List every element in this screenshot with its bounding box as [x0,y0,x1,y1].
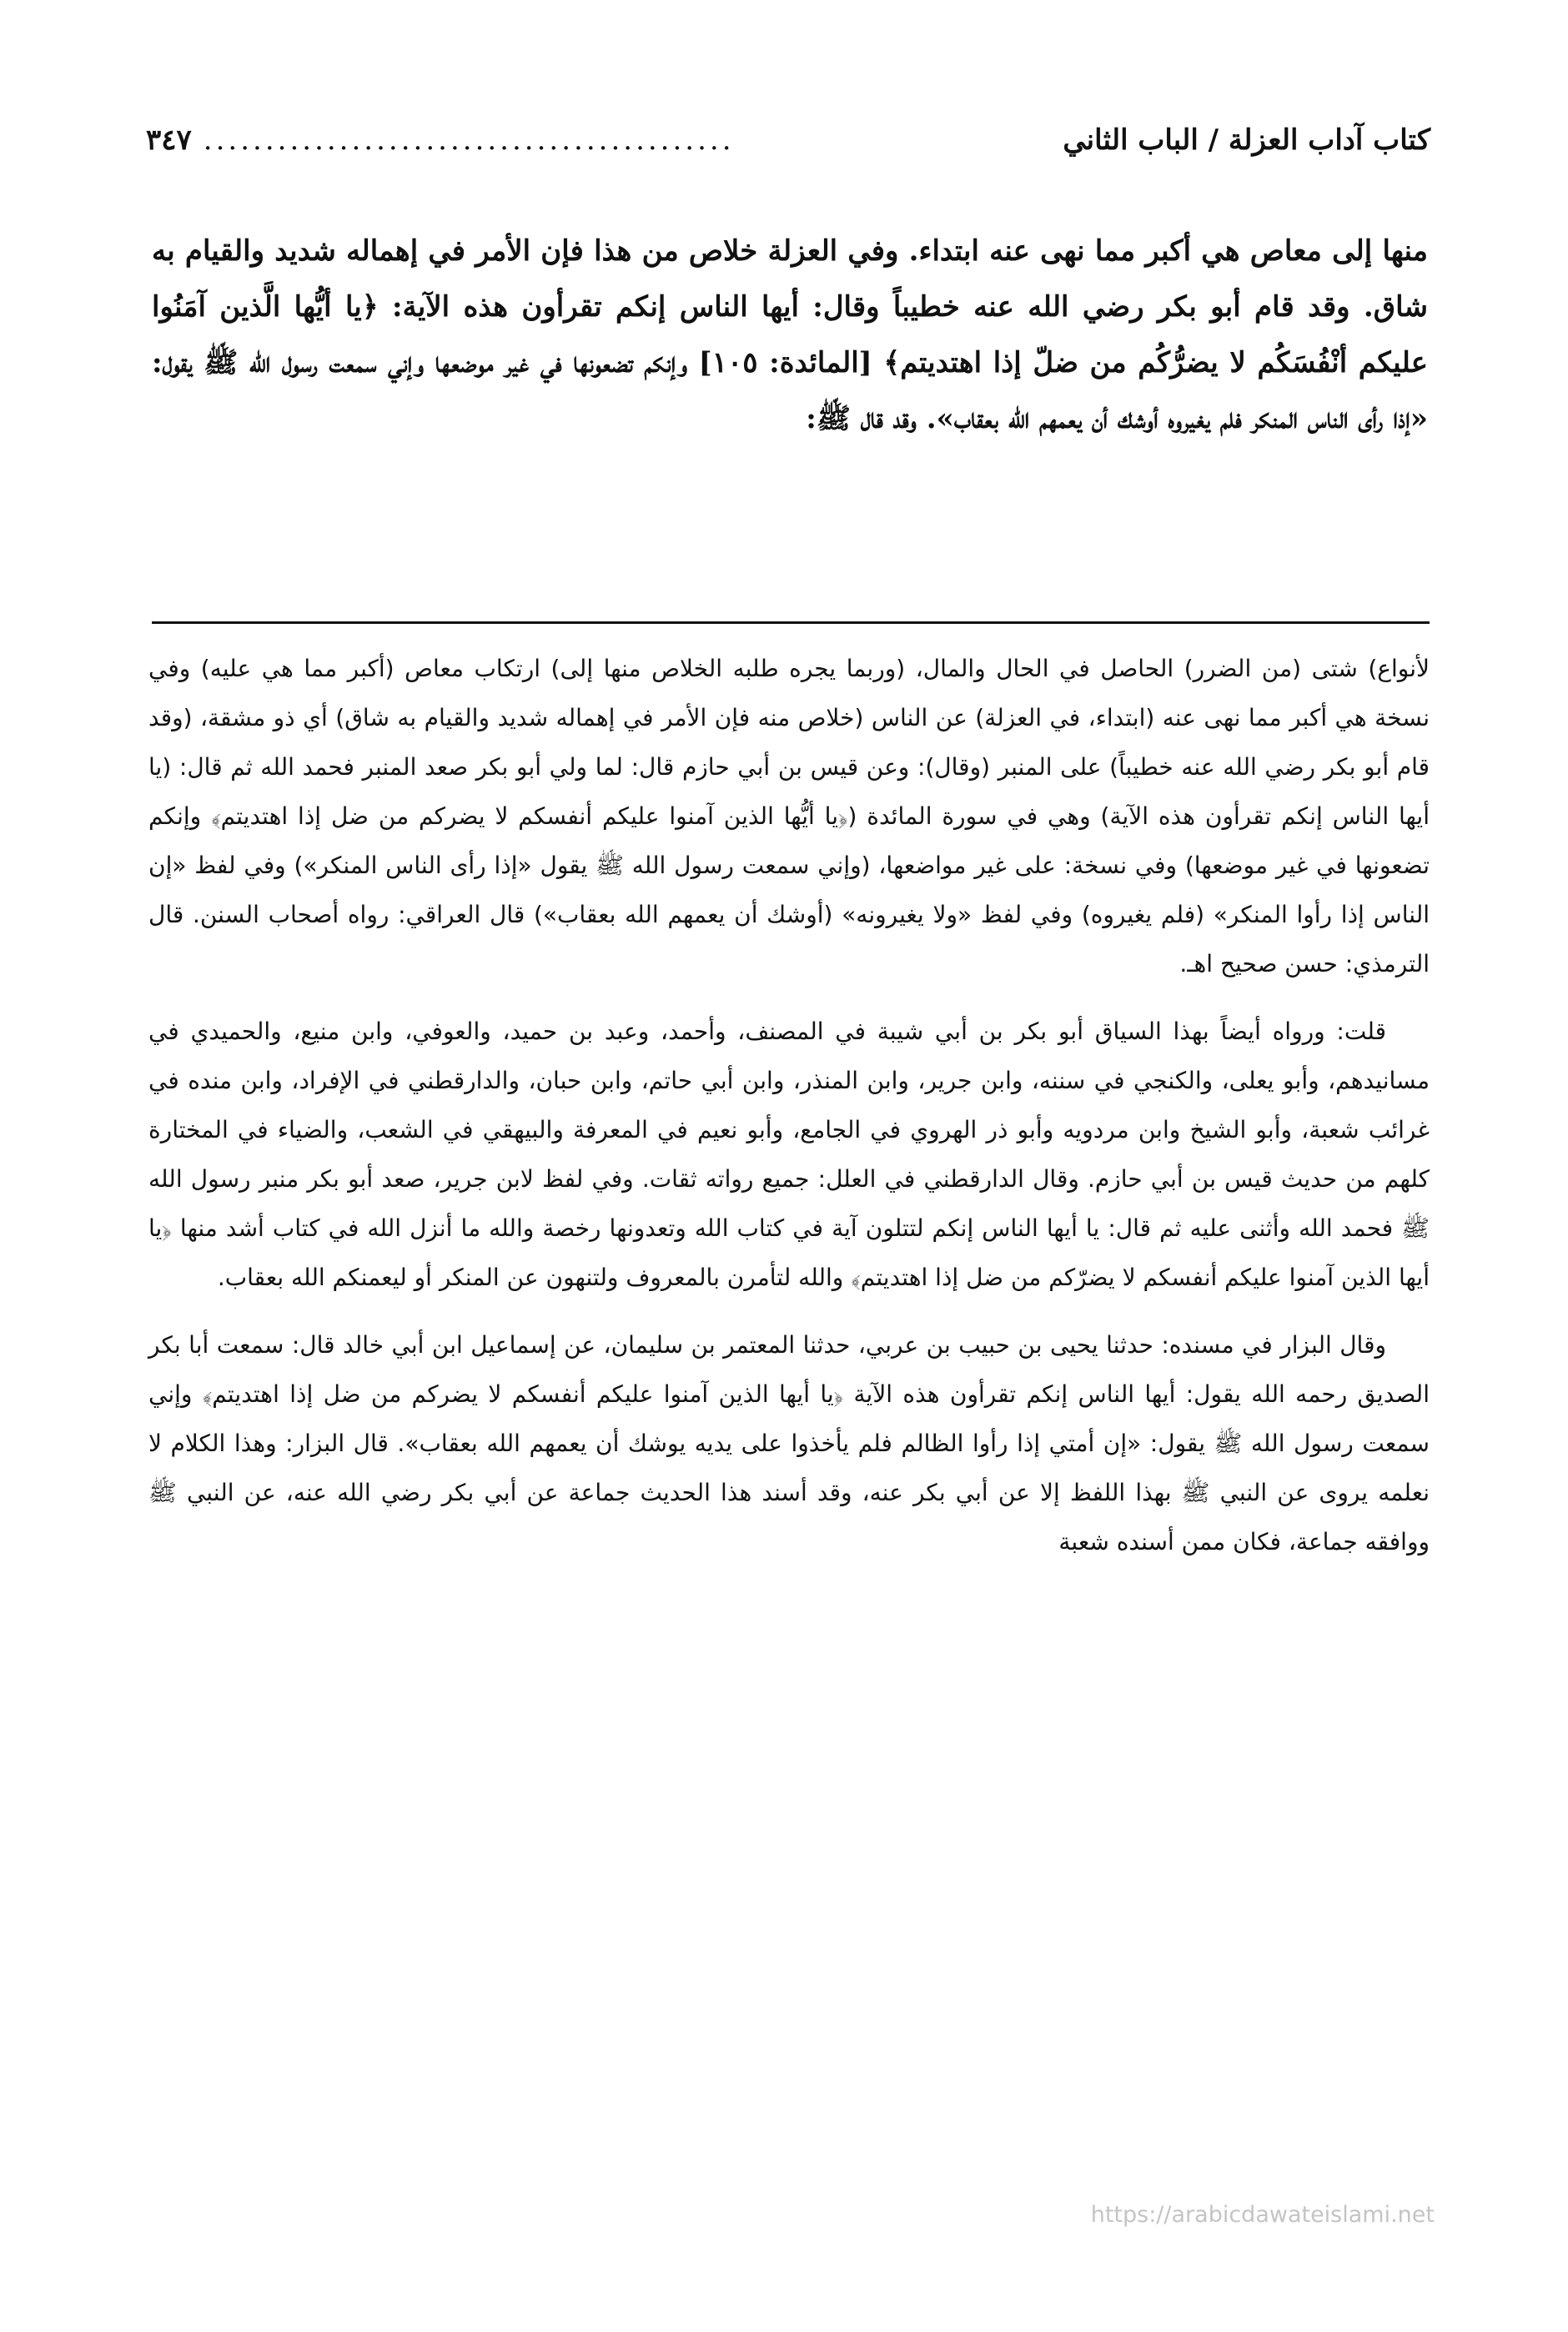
leader-dots: ........................................... [203,123,735,157]
footnote-divider [152,621,1430,624]
main-paragraph: منها إلى معاص هي أكبر مما نهى عنه ابتداء. وفي العزلة خلاص من هذا فإن الأمر في إهماله شديد والقيام به شاق. وقد قام أبو بكر رضي الله عنه خطيباً وقال: أيها الناس إنكم تقرأون هذه الآية: ﴿يا أيُّها الَّذين آمَنُوا عليكم أنْفُسَكُم لا يضرُّكُم من ضلّ إذا اهتديتم﴾ [المائدة: ١٠٥] وإنكم تضعونها في غير موضعها وإني سمعت رسول الله ﷺ يقول: «إذا رأى الناس المنكر فلم يغيروه أوشك أن يعمهم الله بعقاب». وقد قال ﷺ: [152,234,1428,435]
chapter-title: كتاب آداب العزلة / الباب الثاني [1063,123,1430,157]
commentary-paragraph-3: وقال البزار في مسنده: حدثنا يحيى بن حبيب بن عربي، حدثنا المعتمر بن سليمان، عن إسماعيل ابن أبي خالد قال: سمعت أبا بكر الصديق رحمه الله يقول: أيها الناس إنكم تقرأون هذه الآية ﴿يا أيها الذين آمنوا عليكم أنفسكم لا يضركم من ضل إذا اهتديتم﴾ وإني سمعت رسول الله ﷺ يقول: «إن أمتي إذا رأوا الظالم فلم يأخذوا على يديه يوشك أن يعمهم الله بعقاب». قال البزار: وهذا الكلام لا نعلمه يروى عن النبي ﷺ بهذا اللفظ إلا عن أبي بكر عنه، وقد أسند هذا الحديث جماعة عن أبي بكر رضي الله عنه، عن النبي ﷺ ووافقه جماعة، فكان ممن أسنده شعبة [148,1331,1430,1556]
commentary-block [148,644,1430,1585]
source-watermark: https://arabicdawateislami.net [1090,2202,1435,2228]
commentary-paragraph-1: لأنواع) شتى (من الضرر) الحاصل في الحال والمال، (وربما يجره طلبه الخلاص منها إلى) ارتكاب معاص (أكبر مما هي عليه) وفي نسخة هي أكبر مما نهى عنه (ابتداء، في العزلة) عن الناس (خلاص منه فإن الأمر في إهماله شديد والقيام به شاق) أي ذو مشقة، (وقد قام أبو بكر رضي الله عنه خطيباً) على المنبر (وقال): وعن قيس بن أبي حازم قال: لما ولي أبو بكر صعد المنبر فحمد الله ثم قال: (يا أيها الناس إنكم تقرأون هذه الآية) وهي في سورة المائدة (﴿يا أيُّها الذين آمنوا عليكم أنفسكم لا يضركم من ضل إذا اهتديتم﴾ وإنكم تضعونها في غير موضعها) وفي نسخة: على غير مواضعها، (وإني سمعت رسول الله ﷺ يقول «إذا رأى الناس المنكر») وفي لفظ «إن الناس إذا رأوا المنكر» (فلم يغيروه) وفي لفظ «ولا يغيرونه» (أوشك أن يعمهم الله بعقاب») قال العراقي: رواه أصحاب السنن. قال الترمذي: حسن صحيح اهـ. [148,655,1430,978]
commentary-paragraph-2: قلت: ورواه أيضاً بهذا السياق أبو بكر بن أبي شيبة في المصنف، وأحمد، وعبد بن حميد، والعوفي، وابن منيع، والحميدي في مسانيدهم، وأبو يعلى، والكنجي في سننه، وابن جرير، وابن المنذر، وابن أبي حاتم، وابن حبان، والدارقطني في الإفراد، وابن منده في غرائب شعبة، وأبو الشيخ وابن مردويه وأبو ذر الهروي في الجامع، وأبو نعيم في المعرفة والبيهقي في الشعب، والضياء في المختارة كلهم من حديث قيس بن أبي حازم. وقال الدارقطني في العلل: جميع رواته ثقات. وفي لفظ لابن جرير، صعد أبو بكر منبر رسول الله ﷺ فحمد الله وأثنى عليه ثم قال: يا أيها الناس إنكم لتتلون آية في كتاب الله وتعدونها رخصة والله ما أنزل الله في كتاب أشد منها ﴿يا أيها الذين آمنوا عليكم أنفسكم لا يضرّكم من ضل إذا اهتديتم﴾ والله لتأمرن بالمعروف ولتنهون عن المنكر أو ليعمنكم الله بعقاب. [148,1018,1430,1291]
main-text-block [152,224,1428,447]
page-number: ٣٤٧ [146,123,192,157]
running-header [146,115,1430,165]
